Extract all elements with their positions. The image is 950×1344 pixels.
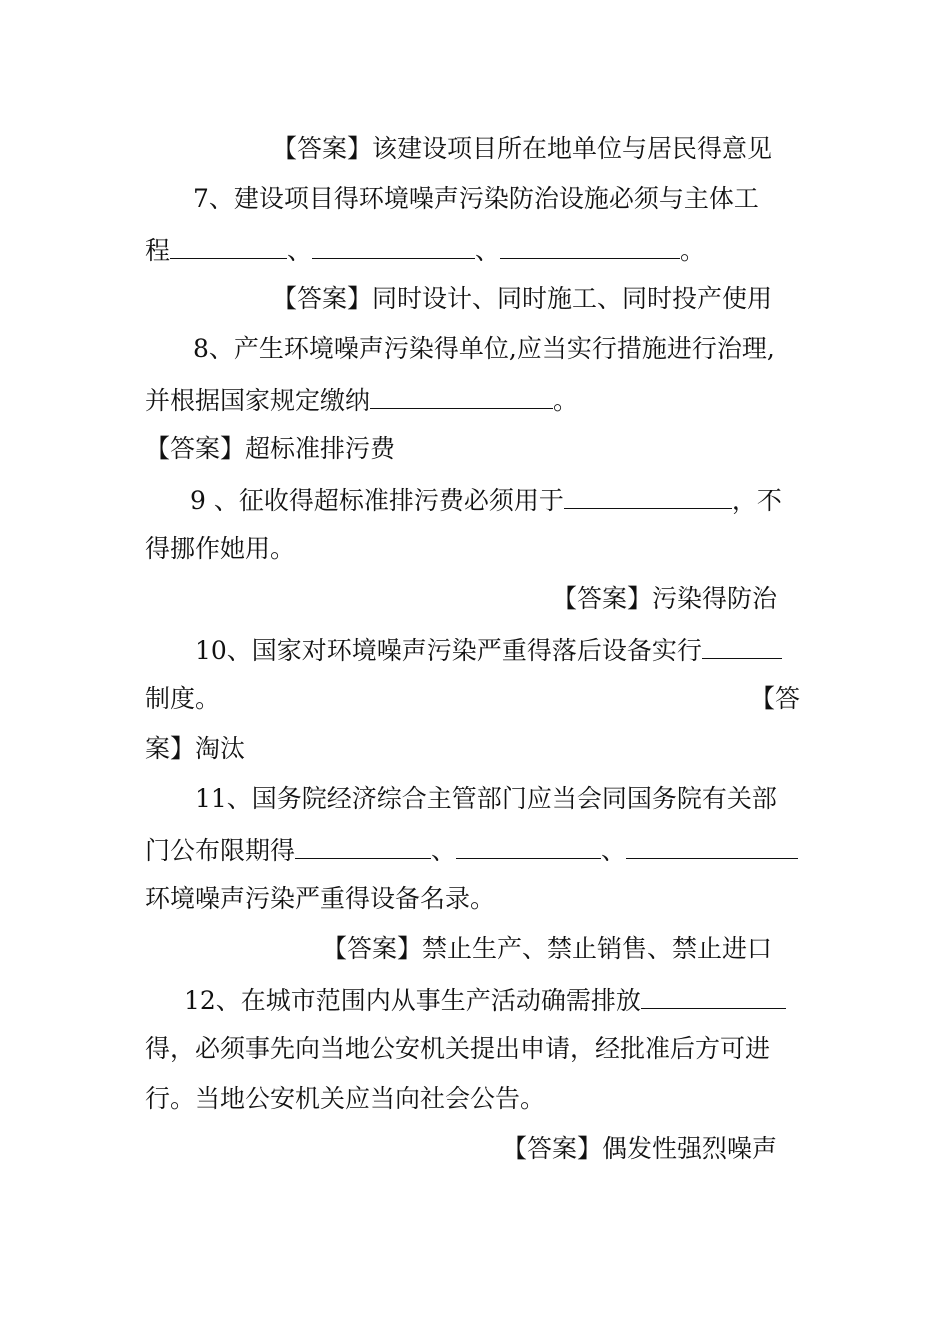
answer-9: 【答案】污染得防治 xyxy=(552,584,778,613)
question-8-line-1: 8、产生环境噪声污染得单位,应当实行措施进行治理, xyxy=(193,334,775,363)
separator: 、 xyxy=(601,836,627,865)
separator: 、 xyxy=(475,236,501,265)
fill-blank xyxy=(170,234,287,259)
question-7-line-2 xyxy=(145,234,705,266)
question-12-line-1 xyxy=(184,984,786,1016)
question-9-text: 9 、征收得超标准排污费必须用于 xyxy=(190,486,564,515)
separator: 、 xyxy=(287,236,313,265)
fill-blank xyxy=(456,834,601,859)
question-9-line-1 xyxy=(190,484,782,516)
answer-6: 【答案】该建设项目所在地单位与居民得意见 xyxy=(272,134,773,163)
fill-blank xyxy=(564,484,732,509)
fill-blank xyxy=(295,834,431,859)
end-punct: 。 xyxy=(553,386,579,415)
fill-blank xyxy=(370,384,553,409)
question-9-line-2: 得挪作她用。 xyxy=(145,534,296,563)
fill-blank xyxy=(641,984,786,1009)
question-11-line-2 xyxy=(145,834,798,866)
fill-blank xyxy=(312,234,475,259)
question-8-text: 并根据国家规定缴纳 xyxy=(145,386,371,415)
question-10-line-1 xyxy=(195,634,782,666)
separator: 、 xyxy=(431,836,457,865)
answer-10-part-2: 案】淘汰 xyxy=(145,734,246,763)
answer-8: 【答案】超标准排污费 xyxy=(145,434,396,463)
question-9-tail: ，不 xyxy=(731,486,782,515)
question-8-line-2 xyxy=(145,384,578,416)
question-12-text: 12、在城市范围内从事生产活动确需排放 xyxy=(184,986,641,1015)
question-11-line-1: 11、国务院经济综合主管部门应当会同国务院有关部 xyxy=(195,784,777,813)
question-10-line-2: 制度。 xyxy=(145,684,221,713)
question-11-line-3: 环境噪声污染严重得设备名录。 xyxy=(145,884,496,913)
question-7-line-1: 7、建设项目得环境噪声污染防治设施必须与主体工 xyxy=(193,184,759,213)
question-12-line-3: 行。当地公安机关应当向社会公告。 xyxy=(145,1084,546,1113)
question-10-text: 10、国家对环境噪声污染严重得落后设备实行 xyxy=(195,636,702,665)
fill-blank xyxy=(702,634,782,659)
answer-12: 【答案】偶发性强烈噪声 xyxy=(502,1134,778,1163)
end-punct: 。 xyxy=(680,236,706,265)
answer-11: 【答案】禁止生产、禁止销售、禁止进口 xyxy=(322,934,773,963)
question-11-text: 门公布限期得 xyxy=(145,836,296,865)
fill-blank xyxy=(500,234,680,259)
answer-7: 【答案】同时设计、同时施工、同时投产使用 xyxy=(272,284,773,313)
question-12-line-2: 得，必须事先向当地公安机关提出申请，经批准后方可进 xyxy=(145,1034,771,1063)
fill-blank xyxy=(626,834,798,859)
answer-10-part-1: 【答 xyxy=(750,684,801,713)
question-7-text: 程 xyxy=(145,236,171,265)
